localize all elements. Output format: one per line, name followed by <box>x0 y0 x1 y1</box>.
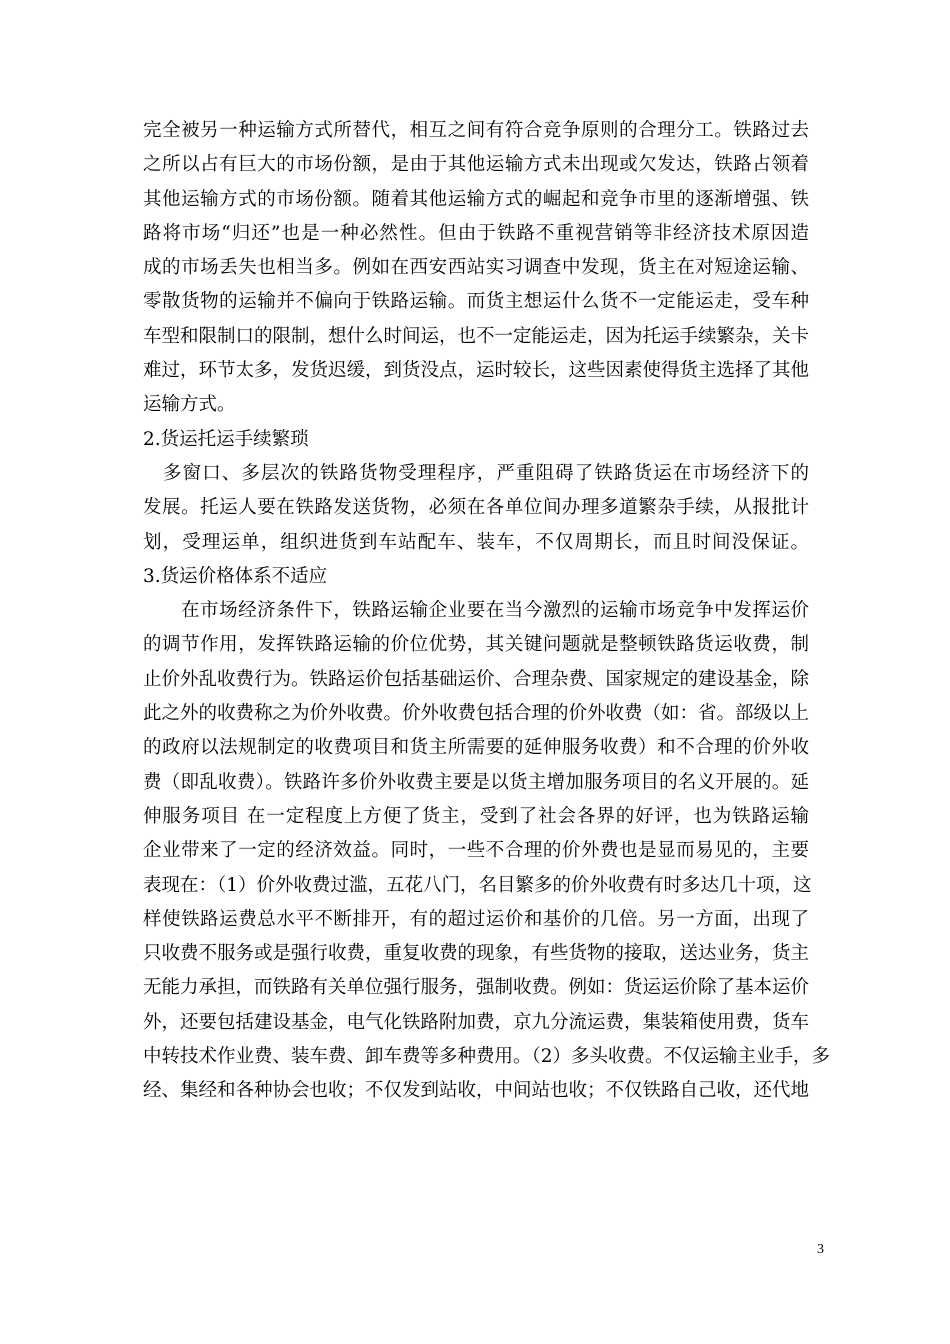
text-line: 中转技术作业费、装车费、卸车费等多种费用。（2）多头收费。不仅运输主业手，多 <box>143 1046 831 1068</box>
text-line: 其他运输方式的市场份额。随着其他运输方式的崛起和竞争市里的逐渐增强、铁 <box>143 188 809 210</box>
text-line: 样使铁路运费总水平不断排开，有的超过运价和基价的几倍。另一方面，出现了 <box>143 908 809 930</box>
text-line: 之所以占有巨大的市场份额，是由于其他运输方式未出现或欠发达，铁路占领着 <box>143 154 809 176</box>
text-line: 只收费不服务或是强行收费，重复收费的现象，有些货物的接取，送达业务，货主 <box>143 943 810 965</box>
text-line: 的调节作用，发挥铁路运输的价位优势，其关键问题就是整顿铁路货运收费，制 <box>143 634 809 656</box>
text-line: 在市场经济条件下，铁路运输企业要在当今激烈的运输市场竞争中发挥运价 <box>181 600 809 622</box>
text-line: 难过，环节太多，发货迟缓，到货没点，运时较长，这些因素使得货主选择了其他 <box>143 360 810 382</box>
section-heading-3: 3.货运价格体系不适应 <box>143 565 328 587</box>
text-line: 运输方式。 <box>143 394 236 416</box>
paragraph-3 <box>143 594 831 1108</box>
section-heading-2: 2.货运托运手续繁琐 <box>143 428 309 450</box>
text-line: 多窗口、多层次的铁路货物受理程序，严重阻碍了铁路货运在市场经济下的 <box>163 462 809 484</box>
text-line: 的政府以法规制定的收费项目和货主所需要的延伸服务收费）和不合理的价外收 <box>143 737 809 759</box>
text-line: 外，还要包括建设基金，电气化铁路附加费，京九分流运费，集装箱使用费，货车 <box>143 1011 810 1033</box>
text-line: 划，受理运单，组织进货到车站配车、装车，不仅周期长，而且时间没保证。 <box>143 531 809 553</box>
text-line: 费（即乱收费）。铁路许多价外收费主要是以货主增加服务项目的名义开展的。延 <box>143 771 809 793</box>
paragraph-2 <box>143 457 809 560</box>
text-line: 止价外乱收费行为。铁路运价包括基础运价、合理杂费、国家规定的建设基金，除 <box>143 668 810 690</box>
text-line: 路将市场“归还”也是一种必然性。但由于铁路不重视营销等非经济技术原因造 <box>143 222 809 244</box>
page-number: 3 <box>817 1242 824 1257</box>
text-line: 经、集经和各种协会也收；不仅发到站收，中间站也收；不仅铁路自己收，还代地 <box>143 1080 810 1102</box>
text-line: 伸服务项目 在一定程度上方便了货主，受到了社会各界的好评，也为铁路运输 <box>143 805 809 827</box>
text-line: 零散货物的运输并不偏向于铁路运输。而货主想运什么货不一定能运走，受车种 <box>143 291 809 313</box>
document-body <box>143 114 831 1109</box>
text-line: 成的市场丢失也相当多。例如在西安西站实习调查中发现，货主在对短途运输、 <box>143 257 809 279</box>
paragraph-1 <box>143 114 809 423</box>
text-line: 无能力承担，而铁路有关单位强行服务，强制收费。例如：货运运价除了基本运价 <box>143 977 810 999</box>
text-line: 企业带来了一定的经济效益。同时，一些不合理的价外费也是显而易见的，主要 <box>143 840 809 862</box>
text-line: 车型和限制口的限制，想什么时间运，也不一定能运走，因为托运手续繁杂，关卡 <box>143 325 810 347</box>
text-line: 完全被另一种运输方式所替代，相互之间有符合竞争原则的合理分工。铁路过去 <box>143 120 809 141</box>
text-line: 此之外的收费称之为价外收费。价外收费包括合理的价外收费（如：省。部级以上 <box>143 703 810 725</box>
text-line: 发展。托运人要在铁路发送货物，必须在各单位间办理多道繁杂手续，从报批计 <box>143 497 809 519</box>
text-line: 表现在：（1）价外收费过滥，五花八门，名目繁多的价外收费有时多达几十项，这 <box>143 874 812 896</box>
